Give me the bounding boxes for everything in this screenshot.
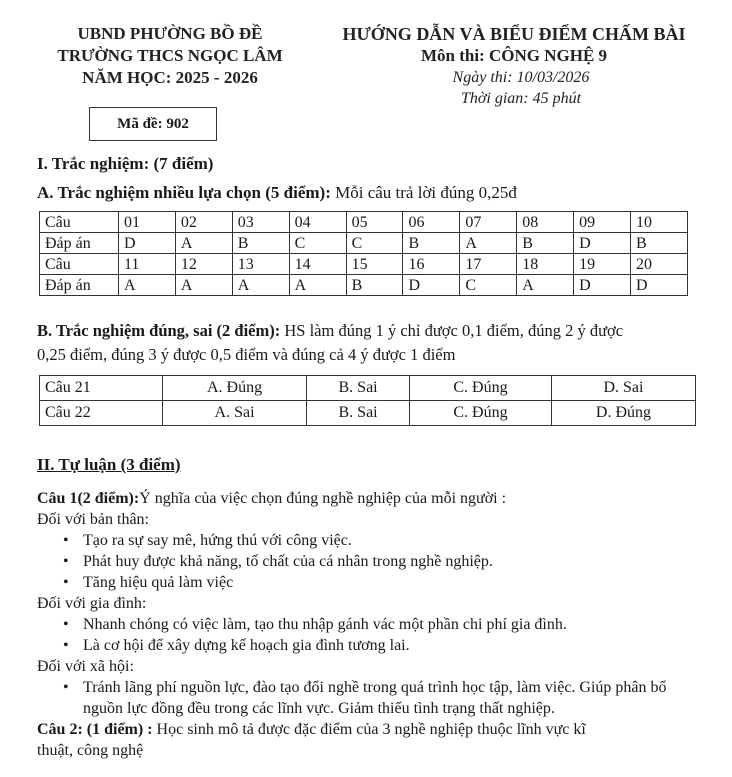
partB-note-line2: 0,25 điểm, đúng 3 ý được 0,5 điểm và đúng cả 4 ý được 1 điểm [37,345,456,364]
row-header-cell: Câu [40,212,119,233]
answer-cell: B [232,233,289,254]
row-header-cell: Câu 21 [40,376,163,401]
table-row [40,376,696,401]
q2-line [37,719,717,740]
self-heading: Đối với bản thân: [37,511,149,528]
answer-cell: D. Sai [551,376,695,401]
answer-table-a [39,211,688,296]
answer-cell: A [232,275,289,296]
header-subject: Môn thi: CÔNG NGHỆ 9 [420,46,608,65]
table-row [40,212,688,233]
section1-title: I. Trắc nghiệm: (7 điểm) [37,154,214,173]
answer-cell: 04 [289,212,346,233]
answer-cell: 09 [574,212,631,233]
answer-cell: 02 [175,212,232,233]
row-header-cell: Câu 22 [40,401,163,426]
answer-cell: D [631,275,688,296]
school-header [40,23,300,89]
answer-cell: A. Đúng [163,376,307,401]
answer-cell: 05 [346,212,403,233]
list-item: • Tránh lãng phí nguồn lực, đào tạo đổi nghề trong quá trình học tập, làm việc. Giúp phân bổ nguồn lực đồng đều trong các lĩnh vực. Giảm thiểu tình trạng thất nghiệp. [63,679,667,717]
answer-cell: 17 [460,254,517,275]
list-item: • Tăng hiệu quả làm việc [63,574,234,591]
answer-cell: D [574,233,631,254]
answer-cell: 01 [119,212,176,233]
list-item: • Phát huy được khả năng, tố chất của cá nhân trong nghề nghiệp. [63,553,493,570]
partB-title: B. Trắc nghiệm đúng, sai (2 điểm): [37,321,281,340]
essay-answers [37,488,717,761]
answer-cell: B [517,233,574,254]
q1-text: Ý nghĩa của việc chọn đúng nghề nghiệp của mỗi người : [139,490,507,507]
answer-cell: 14 [289,254,346,275]
answer-cell: 19 [574,254,631,275]
partB-heading [37,320,623,342]
header-title: HƯỚNG DẪN VÀ BIỂU ĐIỂM CHẤM BÀI [342,24,686,44]
answer-cell: 11 [119,254,176,275]
answer-cell: B. Sai [307,376,410,401]
answer-cell: B [346,275,403,296]
answer-cell: 13 [232,254,289,275]
society-heading: Đối với xã hội: [37,658,134,675]
answer-cell: D [574,275,631,296]
answer-cell: 10 [631,212,688,233]
q1-title: Câu 1(2 điểm): [37,490,140,507]
answer-cell: D. Đúng [551,401,695,426]
answer-cell: A [175,233,232,254]
section2-title: II. Tự luận (3 điểm) [37,455,181,474]
society-list [37,677,717,719]
answer-cell: A [460,233,517,254]
q2-line2: thuật, công nghệ [37,742,144,759]
row-header-cell: Đáp án [40,233,119,254]
header-school-year: NĂM HỌC: 2025 - 2026 [82,68,258,87]
self-list [37,530,717,593]
row-header-cell: Đáp án [40,275,119,296]
answer-cell: D [119,233,176,254]
answer-cell: C [346,233,403,254]
table-row [40,275,688,296]
exam-header [334,23,694,109]
partA-title: A. Trắc nghiệm nhiều lựa chọn (5 điểm): [37,183,331,202]
answer-cell: A. Sai [163,401,307,426]
table-row [40,254,688,275]
answer-cell: 08 [517,212,574,233]
answer-cell: 18 [517,254,574,275]
q2-title: Câu 2: (1 điểm) : [37,721,153,738]
answer-cell: 03 [232,212,289,233]
row-header-cell: Câu [40,254,119,275]
answer-cell: B. Sai [307,401,410,426]
answer-cell: 15 [346,254,403,275]
answer-cell: A [517,275,574,296]
answer-cell: D [403,275,460,296]
partA-note: Mỗi câu trả lời đúng 0,25đ [330,183,517,202]
family-list [37,614,717,656]
header-date: Ngày thi: 10/03/2026 [452,69,590,86]
table-row [40,233,688,254]
list-item: • Là cơ hội để xây dựng kế hoạch gia đình tương lai. [63,637,410,654]
answer-cell: C. Đúng [410,376,552,401]
answer-cell: A [289,275,346,296]
answer-cell: C [289,233,346,254]
answer-cell: 06 [403,212,460,233]
answer-cell: A [119,275,176,296]
exam-code-box: Mã đề: 902 [89,107,217,141]
answer-cell: A [175,275,232,296]
family-heading: Đối với gia đình: [37,595,147,612]
answer-cell: 16 [403,254,460,275]
header-ward: UBND PHƯỜNG BỒ ĐỀ [77,24,263,43]
partB-note: HS làm đúng 1 ý chỉ được 0,1 điểm, đúng 2 ý được [280,321,624,340]
q1-line [37,488,717,509]
answer-cell: B [403,233,460,254]
list-item: • Nhanh chóng có việc làm, tạo thu nhập gánh vác một phần chi phí gia đình. [63,616,567,633]
answer-table-b [39,375,696,426]
answer-cell: 20 [631,254,688,275]
answer-cell: 12 [175,254,232,275]
answer-cell: C. Đúng [410,401,552,426]
partA-heading [37,182,517,204]
answer-cell: C [460,275,517,296]
header-school: TRƯỜNG THCS NGỌC LÂM [57,46,283,65]
answer-cell: B [631,233,688,254]
q2-text: Học sinh mô tả được đặc điểm của 3 nghề nghiệp thuộc lĩnh vực kĩ [152,721,586,738]
header-duration: Thời gian: 45 phút [460,90,582,107]
table-row [40,401,696,426]
answer-cell: 07 [460,212,517,233]
list-item: • Tạo ra sự say mê, hứng thú với công việc. [63,532,352,549]
